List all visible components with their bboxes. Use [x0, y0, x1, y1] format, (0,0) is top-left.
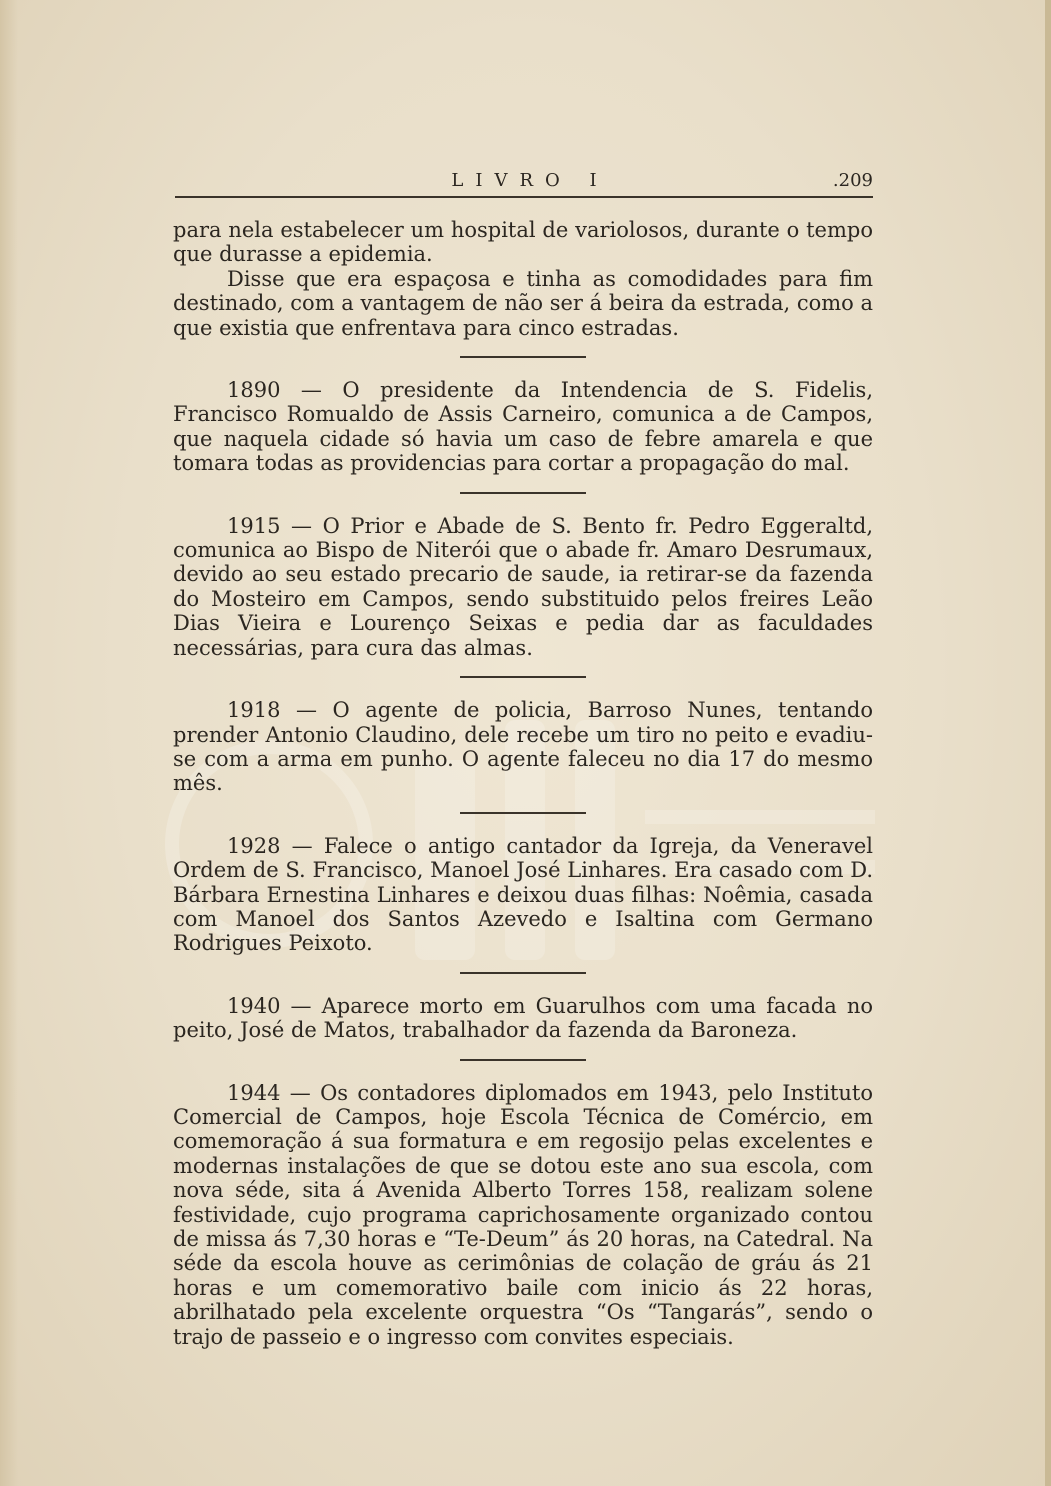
section-divider — [460, 812, 586, 814]
page-number: .209 — [832, 170, 873, 191]
entry-1918: 1918 — O agente de policia, Barroso Nunes, tentando prender Antonio Claudino, dele recebe um tiro no peito e evadiu-se com a arma em punho. O agente faleceu no dia 17 do mesmo mês. — [173, 698, 873, 796]
entry-1944: 1944 — Os contadores diplomados em 1943, pelo Instituto Comercial de Campos, hoje Escola Técnica de Comércio, em comemoração á sua formatura e em regosijo pelas excelentes e modernas instalações de que se dotou este ano sua escola, com nova séde, sita á Avenida Alberto Torres 158, realizam solene festividade, cujo programa caprichosamente organizado contou de missa ás 7,30 horas e “Te-Deum” ás 20 horas, na Catedral. Na séde da escola houve as cerimônias de colação de gráu ás 21 horas e um comemorativo baile com inicio ás 22 horas, abrilhatado pela excelente orquestra “Os “Tangarás”, sendo o trajo de passeio e o ingresso com convites especiais. — [173, 1080, 873, 1349]
entry-1940: 1940 — Aparece morto em Guarulhos com uma facada no peito, José de Matos, trabalhador da fazenda da Baroneza. — [173, 993, 873, 1043]
section-divider — [460, 492, 586, 494]
entry-1928: 1928 — Falece o antigo cantador da Igreja, da Veneravel Ordem de S. Francisco, Manoel José Linhares. Era casado com D. Bárbara Ernestina Linhares e deixou duas filhas: Noêmia, casada com Manoel dos Santos Azevedo e Isaltina com Germano Rodrigues Peixoto. — [173, 833, 873, 956]
section-divider — [460, 676, 586, 678]
paragraph-continuation: para nela estabelecer um hospital de variolosos, durante o tempo que durasse a epidemia. — [173, 218, 873, 267]
paragraph-hospital-description: Disse que era espaçosa e tinha as comodidades para fim destinado, com a vantagem de não ser á beira da estrada, como a que existia que enfrentava para cinco estradas. — [173, 266, 873, 340]
running-title: LIVRO I — [451, 170, 609, 191]
section-divider — [460, 1059, 586, 1061]
entry-1915: 1915 — O Prior e Abade de S. Bento fr. Pedro Eggeraltd, comunica ao Bispo de Niterói que o abade fr. Amaro Desrumaux, devido ao seu estado precario de saude, ia retirar-se da fazenda do Mosteiro em Campos, sendo substituido pelos freires Leão Dias Vieira e Lourenço Seixas e pedia dar as faculdades necessárias, para cura das almas. — [173, 513, 873, 660]
body-text — [173, 218, 873, 1349]
section-divider — [460, 972, 586, 974]
entry-1890: 1890 — O presidente da Intendencia de S. Fidelis, Francisco Romualdo de Assis Carneiro, comunica a de Campos, que naquela cidade só havia um caso de febre amarela e que tomara todas as providencias para cortar a propagação do mal. — [173, 378, 873, 476]
running-header — [175, 170, 873, 198]
section-divider — [460, 356, 586, 358]
